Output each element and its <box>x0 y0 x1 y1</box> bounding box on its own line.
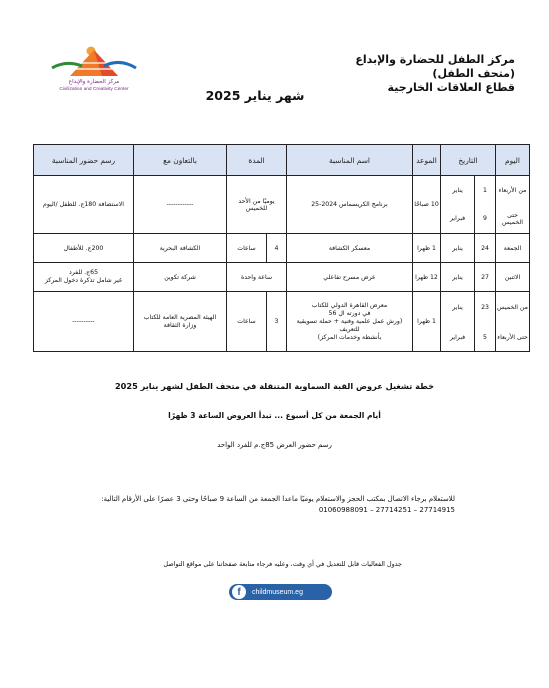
header <box>315 53 515 95</box>
facebook-icon: f <box>232 585 246 599</box>
date-month: يناير <box>441 263 475 292</box>
time-cell <box>413 176 441 234</box>
time-label: صباحًا <box>414 201 429 208</box>
time-label: ظهرا <box>417 318 430 325</box>
center-logo <box>46 46 142 104</box>
event-name: عرض مسرح تفاعلي <box>287 263 413 292</box>
table-header-row <box>34 145 530 176</box>
contact-info <box>75 494 455 516</box>
header-fee: رسم حضور المناسبة <box>34 145 134 176</box>
planetarium-schedule: أيام الجمعة من كل أسبوع ... تبدأ العروض الساعة 3 ظهرًا <box>168 411 381 420</box>
fee: 200ج. للأطفال <box>34 234 134 263</box>
date-month: فبراير <box>441 205 475 234</box>
date-num: 9 <box>475 205 496 234</box>
day-to: حتى الأربعاء <box>496 324 530 352</box>
time-label: ظهرا <box>415 273 429 281</box>
header-day: اليوم <box>496 145 530 176</box>
date-month: يناير <box>441 176 475 205</box>
day-from: من الخميس <box>496 292 530 324</box>
date-num: 1 <box>475 176 496 205</box>
page-title: شهر يناير 2025 <box>205 88 305 103</box>
fee <box>34 263 134 292</box>
header-duration: المدة <box>227 145 287 176</box>
duration-label: ساعات <box>227 234 267 263</box>
partner: الكشافة البحرية <box>134 234 227 263</box>
pyramid-logo-icon <box>46 46 142 80</box>
partner: ------------ <box>134 176 227 234</box>
contact-text: للاستعلام برجاء الاتصال بمكتب الحجز والاستعلام يوميًا ماعدا الجمعة من الساعة 9 صباحًا وحتى 3 عصرًا على الأرقام التالية: <box>101 495 455 503</box>
event-line: في دورته ال 56 <box>328 309 371 317</box>
table-row <box>34 263 530 292</box>
day: الجمعة <box>496 234 530 263</box>
date-month: يناير <box>441 234 475 263</box>
duration-label: ساعات <box>227 292 267 352</box>
event-name: معسكر الكشافة <box>287 234 413 263</box>
time-cell <box>413 292 441 352</box>
social-handle: childmuseum.eg <box>252 588 303 596</box>
date-num: 5 <box>475 324 496 352</box>
event-name <box>287 292 413 352</box>
date-num: 24 <box>475 234 496 263</box>
facebook-link[interactable] <box>229 584 332 600</box>
fee: ---------- <box>34 292 134 352</box>
day-from: من الأربعاء <box>496 176 530 205</box>
date-month: يناير <box>441 292 475 324</box>
day-to: حتى الخميس <box>496 205 530 234</box>
contact-phones: 27714915 – 27714251 – 01060988091 <box>318 506 455 514</box>
header-museum-name: (متحف الطفل) <box>432 67 515 80</box>
header-date: التاريخ <box>441 145 496 176</box>
table-row <box>34 234 530 263</box>
table-row <box>34 292 530 324</box>
planetarium-plan-title: خطة تشغيل عروض القبة السماوية المتنقلة في متحف الطفل لشهر يناير 2025 <box>114 381 435 391</box>
date-num: 23 <box>475 292 496 324</box>
fee: الاستضافة 180ج. للطفل /اليوم <box>34 176 134 234</box>
time-num: 12 <box>430 273 438 281</box>
partner-line: وزارة الثقافة <box>163 321 197 329</box>
fee-line: 65ج. للفرد <box>68 269 99 276</box>
duration-num: 3 <box>267 292 287 352</box>
partner: شركة تكوين <box>134 263 227 292</box>
time-num: 1 <box>431 244 436 252</box>
logo-arabic-text: مركز الحضارة والإبداع <box>68 79 120 85</box>
partner-line: الهيئة المصرية العامة للكتاب <box>143 313 217 321</box>
time-num: 10 <box>430 201 439 208</box>
partner <box>134 292 227 352</box>
header-time: الموعد <box>413 145 441 176</box>
date-month: فبراير <box>441 324 475 352</box>
event-name: برنامج الكريسماس 2024-25 <box>287 176 413 234</box>
header-department: قطاع العلاقات الخارجية <box>387 81 515 94</box>
table-row <box>34 176 530 205</box>
planetarium-price: رسم حضور العرض 85ج.م للفرد الواحد <box>217 441 332 449</box>
day: الاثنين <box>496 263 530 292</box>
duration: يوميًا من الأحد للخميس <box>227 176 287 234</box>
event-line: بأنشطة وخدمات المركز) <box>317 333 382 341</box>
event-line: معرض القاهرة الدولي للكتاب <box>311 301 388 309</box>
time-cell <box>413 234 441 263</box>
fee-note: غير شامل تذكرة دخول المركز <box>44 277 123 284</box>
events-table <box>33 144 530 352</box>
date-num: 27 <box>475 263 496 292</box>
disclaimer: جدول الفعاليات قابل للتعديل في أي وقت، وعليه فرجاء متابعة صفحاتنا على مواقع التواصل <box>163 560 402 568</box>
duration: ساعة واحدة <box>227 263 287 292</box>
time-cell <box>413 263 441 292</box>
duration-num: 4 <box>267 234 287 263</box>
header-event: اسم المناسبة <box>287 145 413 176</box>
time-label: ظهرا <box>417 244 430 252</box>
header-partner: بالتعاون مع <box>134 145 227 176</box>
header-center-name: مركز الطفل للحضارة والإبداع <box>355 53 515 66</box>
logo-english-text: Civilization and Creativity Center <box>59 87 129 92</box>
time-num: 1 <box>431 318 436 325</box>
event-line: (ورش عمل علمية وفنية + حملة تسويقية للتعريف <box>296 317 403 333</box>
